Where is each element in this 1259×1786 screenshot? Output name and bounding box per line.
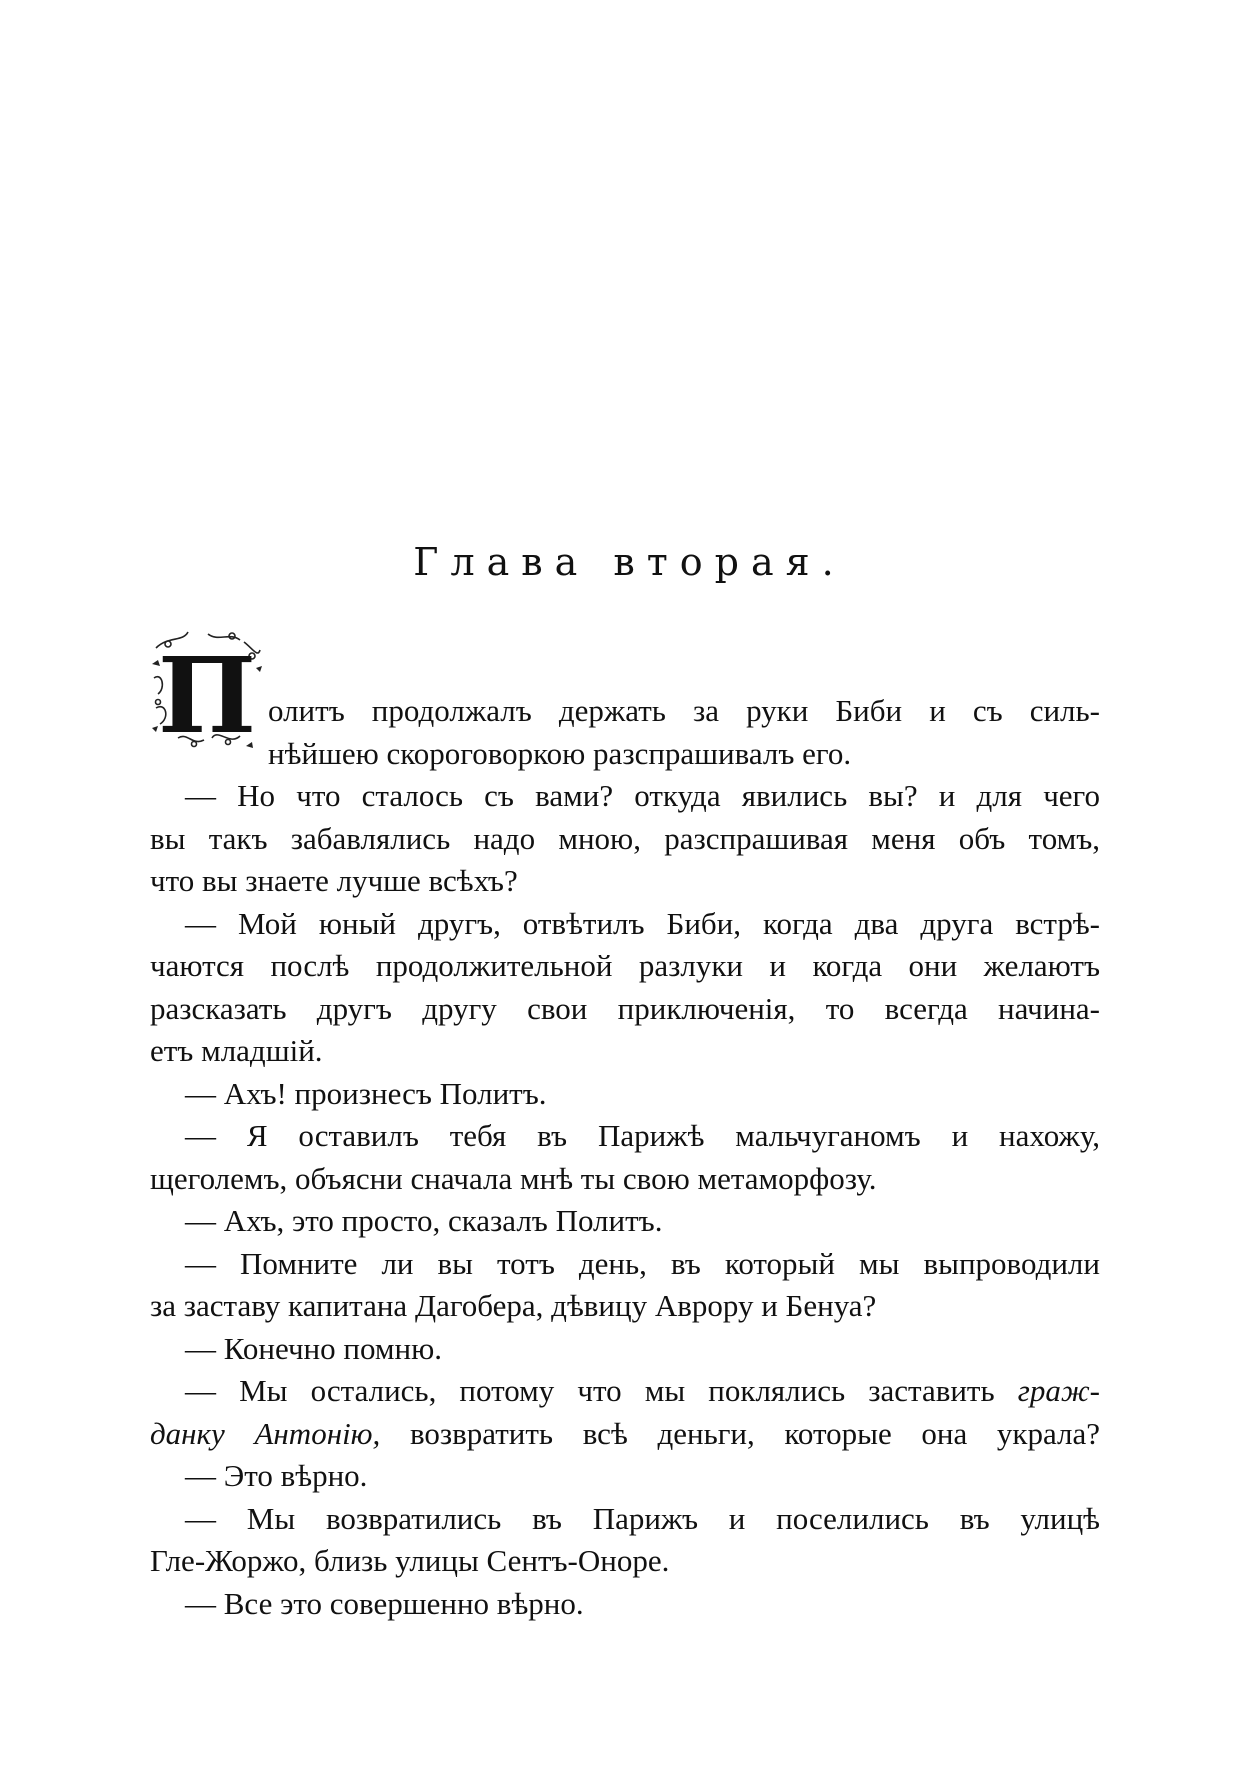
text-line: щеголемъ, объясни сначала мнѣ ты свою метаморфозу.: [150, 1160, 877, 1196]
opening-paragraph: [150, 634, 1100, 775]
chapter-title: Глава вторая.: [413, 540, 846, 584]
italic-segment: данку Антонію,: [150, 1415, 381, 1451]
text-line: — Это вѣрно.: [185, 1458, 368, 1493]
text-segment: возвратить всѣ деньги, которые она украла?: [409, 1415, 1100, 1451]
svg-text:П: П: [157, 634, 257, 754]
text-line: олитъ продолжалъ держать за руки Биби и съ силь-: [268, 693, 1100, 728]
text-line: — Но что сталось съ вами? откуда явились вы? и для чего: [185, 778, 1100, 813]
text-line: — Мой юный другъ, отвѣтилъ Биби, когда два друга встрѣ-: [185, 905, 1100, 941]
text-line: [150, 1370, 1100, 1413]
text-line: етъ младшій.: [150, 1033, 323, 1068]
text-line: — Все это совершенно вѣрно.: [185, 1585, 584, 1621]
text-line: вы такъ забавлялись надо мною, разспрашивая меня объ томъ,: [150, 820, 1100, 856]
text-segment: — Мы остались, потому что мы поклялись заставить: [185, 1373, 995, 1408]
text-line: — Ахъ, это просто, сказалъ Политъ.: [185, 1203, 663, 1238]
text-line: — Мы возвратились въ Парижъ и поселились въ улицѣ: [185, 1500, 1100, 1536]
text-line: разсказать другъ другу свои приключенія, то всегда начина-: [150, 990, 1100, 1026]
text-line: — Помните ли вы тотъ день, въ который мы выпроводили: [185, 1245, 1100, 1281]
italic-segment: граж-: [1017, 1373, 1101, 1408]
text-line: Гле-Жоржо, близь улицы Сентъ-Оноре.: [150, 1543, 670, 1578]
text-line: что вы знаете лучше всѣхъ?: [150, 863, 518, 898]
chapter-text: [150, 634, 1101, 1625]
text-line: — Ахъ! произнесъ Политъ.: [185, 1075, 547, 1111]
ornate-dropcap-icon: [148, 628, 266, 754]
text-line: нѣйшею скороговоркою разспрашивалъ его.: [268, 735, 852, 771]
text-line: — Конечно помню.: [185, 1330, 443, 1366]
text-line: чаются послѣ продолжительной разлуки и когда они желаютъ: [150, 948, 1100, 983]
text-line: за заставу капитана Дагобера, дѣвицу Аврору и Бенуа?: [150, 1288, 877, 1323]
text-line: [150, 1413, 1100, 1456]
text-line: — Я оставилъ тебя въ Парижѣ мальчуганомъ и нахожу,: [185, 1118, 1100, 1153]
